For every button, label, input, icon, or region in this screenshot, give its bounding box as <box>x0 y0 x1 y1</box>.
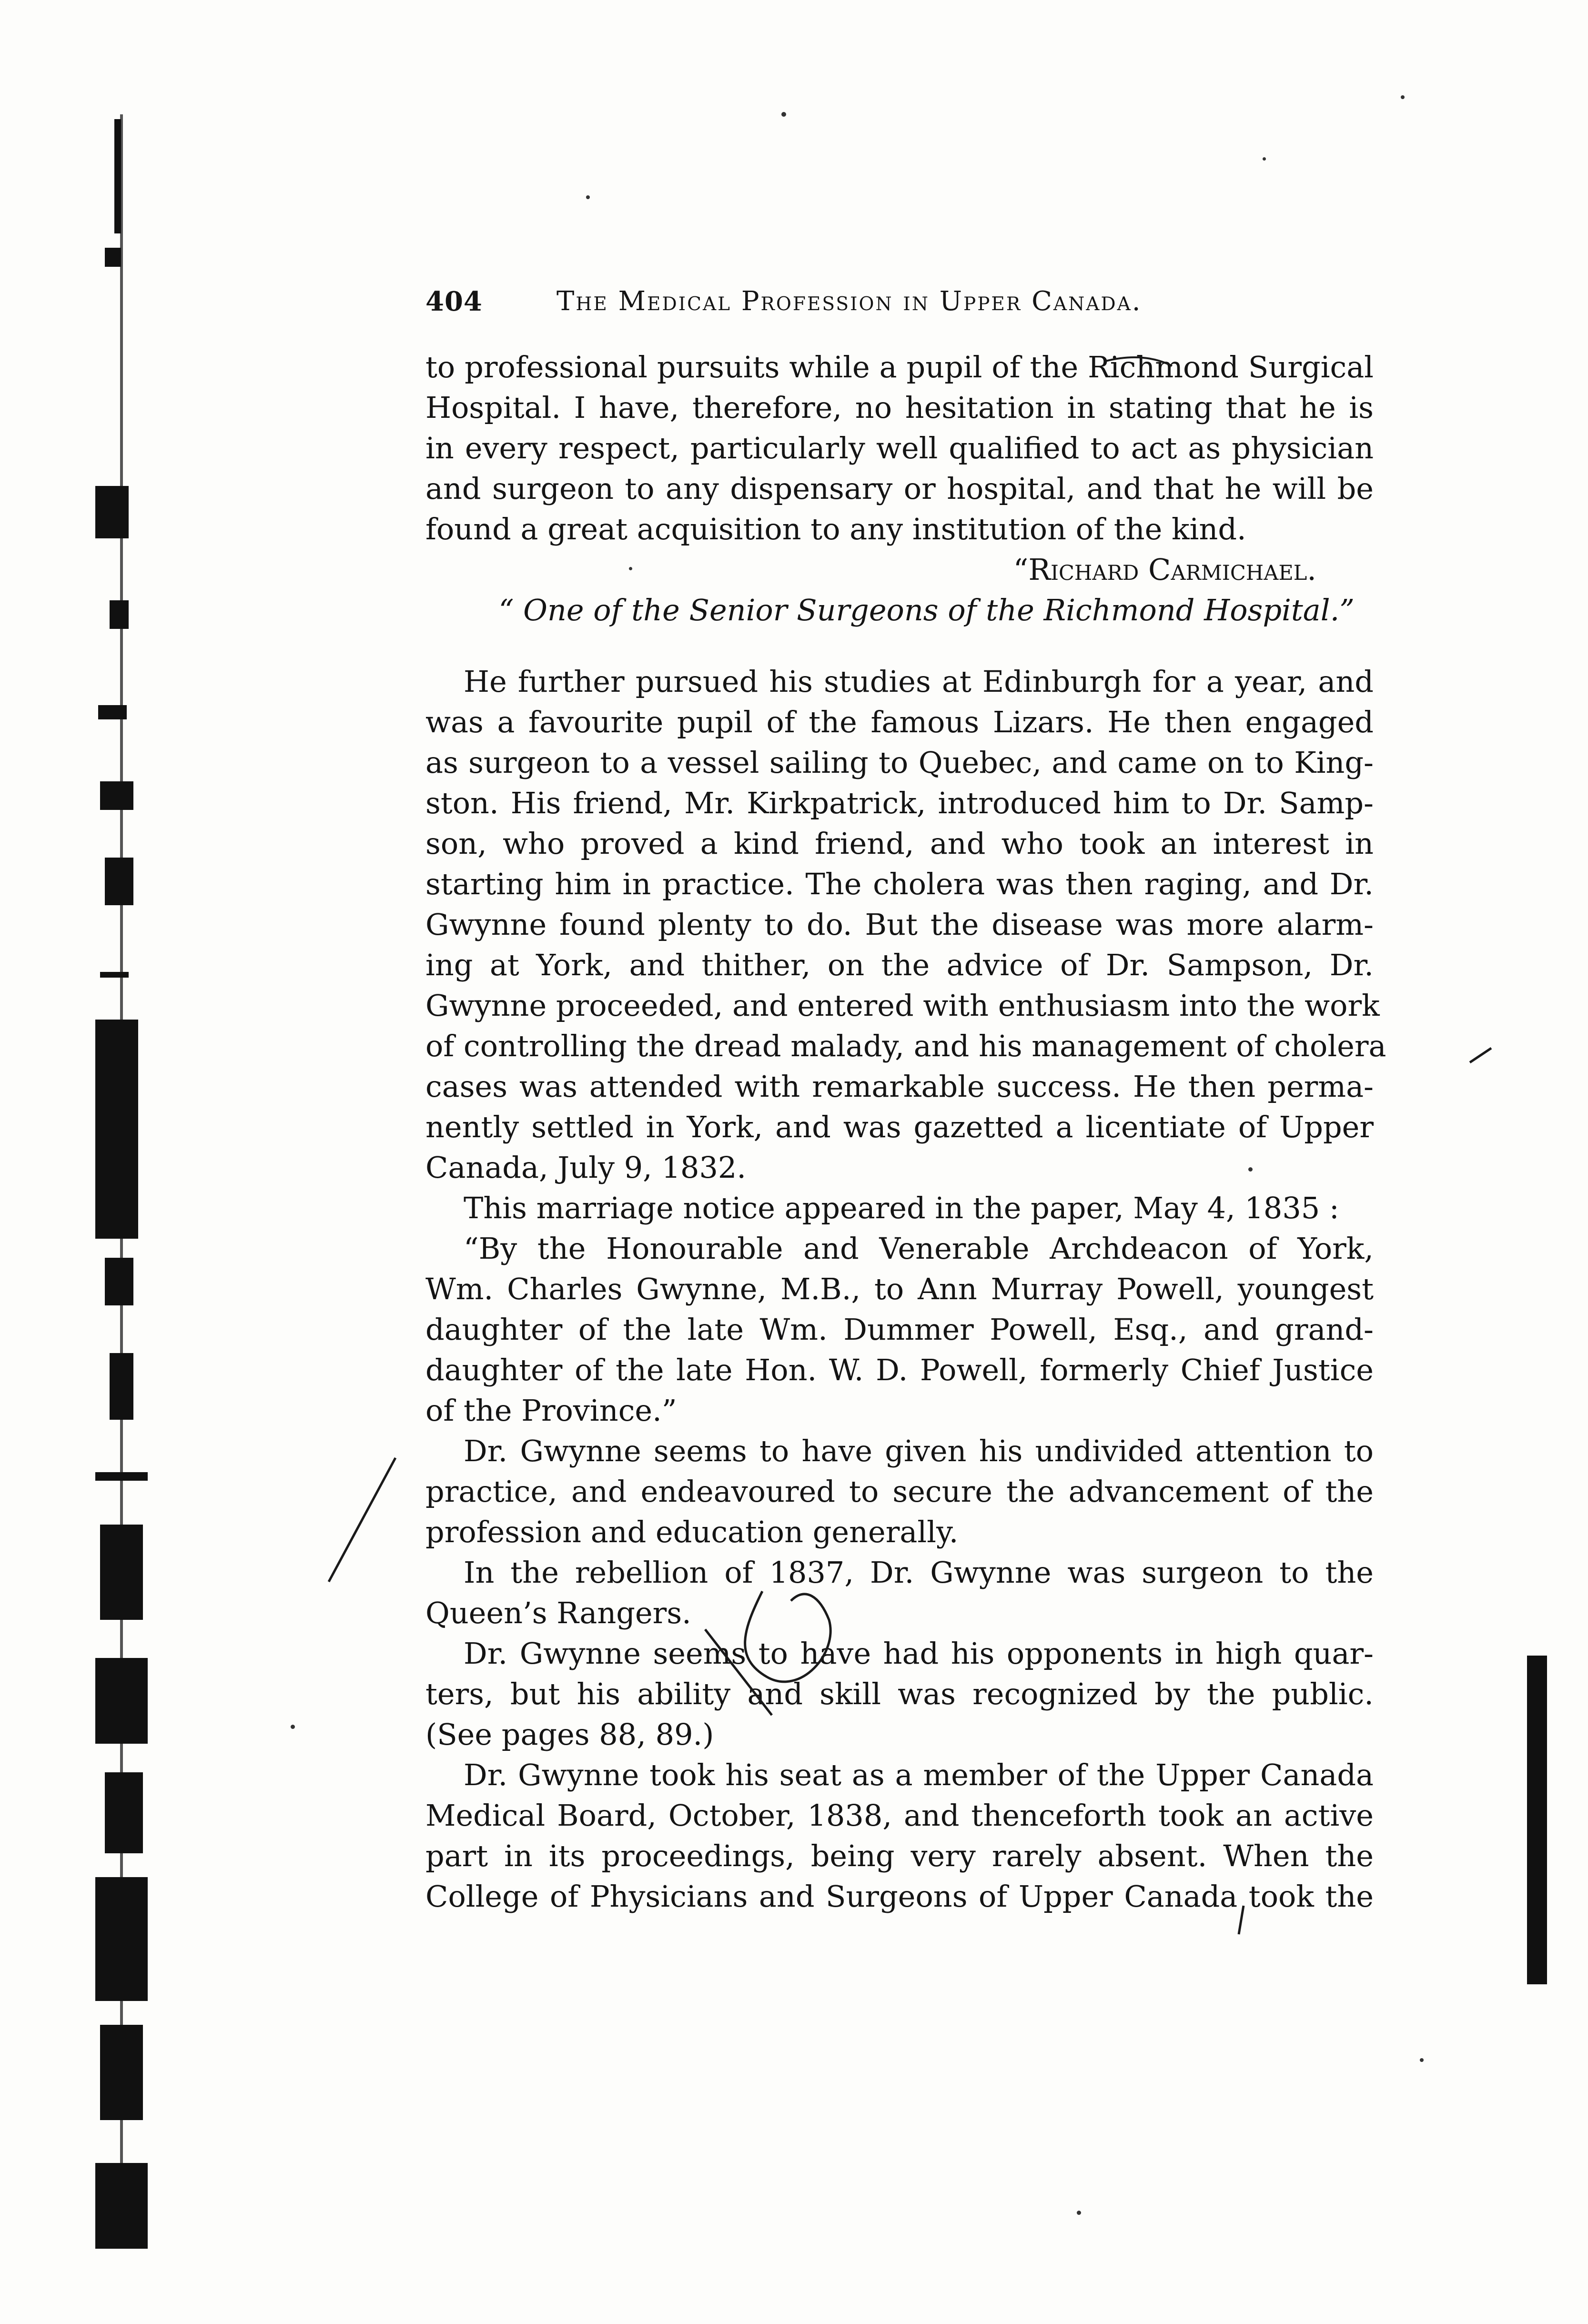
text-line: of the Province.” <box>425 1393 677 1428</box>
text-line: profession and education generally. <box>425 1515 959 1549</box>
pen-margin-tick-right <box>1470 1048 1491 1062</box>
text-line: College of Physicians and Surgeons of Upper Canada took the <box>425 1879 1374 1914</box>
text-line: part in its proceedings, being very rarely absent. When the <box>425 1839 1374 1873</box>
running-title: The Medical Profession in Upper Canada. <box>556 286 1142 317</box>
text-line: was a favourite pupil of the famous Lizars. He then engaged <box>425 705 1374 739</box>
text-line: ing at York, and thither, on the advice of Dr. Sampson, Dr. <box>425 948 1374 982</box>
text-line: Queen’s Rangers. <box>425 1596 691 1630</box>
page-number: 404 <box>425 286 483 317</box>
body-text <box>425 347 1386 1917</box>
text-line: Wm. Charles Gwynne, M.B., to Ann Murray Powell, youngest <box>425 1272 1374 1306</box>
text-line: Medical Board, October, 1838, and thenceforth took an active <box>425 1798 1374 1833</box>
text-line: cases was attended with remarkable success. He then perma- <box>425 1069 1374 1104</box>
text-line: Dr. Gwynne seems to have had his opponents in high quar- <box>464 1636 1374 1671</box>
page-header <box>425 286 1374 329</box>
text-line: to professional pursuits while a pupil of the Richmond Surgical <box>425 350 1374 384</box>
right-margin-bar <box>1527 1656 1547 1984</box>
text-line: in every respect, particularly well qualified to act as physician <box>425 431 1374 465</box>
text-line: In the rebellion of 1837, Dr. Gwynne was surgeon to the <box>464 1555 1374 1590</box>
text-line: “By the Honourable and Venerable Archdeacon of York, <box>464 1231 1374 1266</box>
text-line: found a great acquisition to any institution of the kind. <box>425 512 1246 546</box>
text-line: nently settled in York, and was gazetted a licentiate of Upper <box>425 1110 1374 1144</box>
text-line: ters, but his ability and skill was recognized by the public. <box>425 1677 1374 1711</box>
text-line: ston. His friend, Mr. Kirkpatrick, introduced him to Dr. Samp- <box>425 786 1374 820</box>
text-line: He further pursued his studies at Edinburgh for a year, and <box>464 664 1374 699</box>
text-line: Gwynne found plenty to do. But the disease was more alarm- <box>425 907 1374 942</box>
pen-margin-slash-left <box>329 1458 395 1582</box>
paragraph-gap <box>425 630 1374 661</box>
text-line: Canada, July 9, 1832. <box>425 1150 747 1185</box>
text-line: practice, and endeavoured to secure the advancement of the <box>425 1474 1374 1509</box>
text-line: Dr. Gwynne took his seat as a member of the Upper Canada <box>464 1758 1374 1792</box>
text-line: and surgeon to any dispensary or hospital, and that he will be <box>425 471 1374 506</box>
text-line: This marriage notice appeared in the paper, May 4, 1835 : <box>464 1191 1339 1225</box>
binding-edge-artifact <box>95 114 148 2249</box>
signature-title: “ One of the Senior Surgeons of the Richmond Hospital.” <box>498 593 1355 627</box>
text-line: Dr. Gwynne seems to have given his undivided attention to <box>464 1434 1374 1468</box>
signature-name: “Richard Carmichael. <box>1013 552 1316 587</box>
text-line: (See pages 88, 89.) <box>425 1717 714 1752</box>
text-line: daughter of the late Hon. W. D. Powell, formerly Chief Justice <box>425 1353 1374 1387</box>
text-line: starting him in practice. The cholera was then raging, and Dr. <box>425 867 1374 901</box>
text-line: son, who proved a kind friend, and who took an interest in <box>425 826 1374 861</box>
text-line: as surgeon to a vessel sailing to Quebec, and came on to King- <box>425 745 1374 780</box>
text-line: daughter of the late Wm. Dummer Powell, Esq., and grand- <box>425 1312 1374 1347</box>
text-line: Hospital. I have, therefore, no hesitation in stating that he is <box>425 390 1374 425</box>
text-line: of controlling the dread malady, and his management of cholera <box>425 1029 1386 1063</box>
text-line: Gwynne proceeded, and entered with enthusiasm into the work <box>425 988 1380 1023</box>
